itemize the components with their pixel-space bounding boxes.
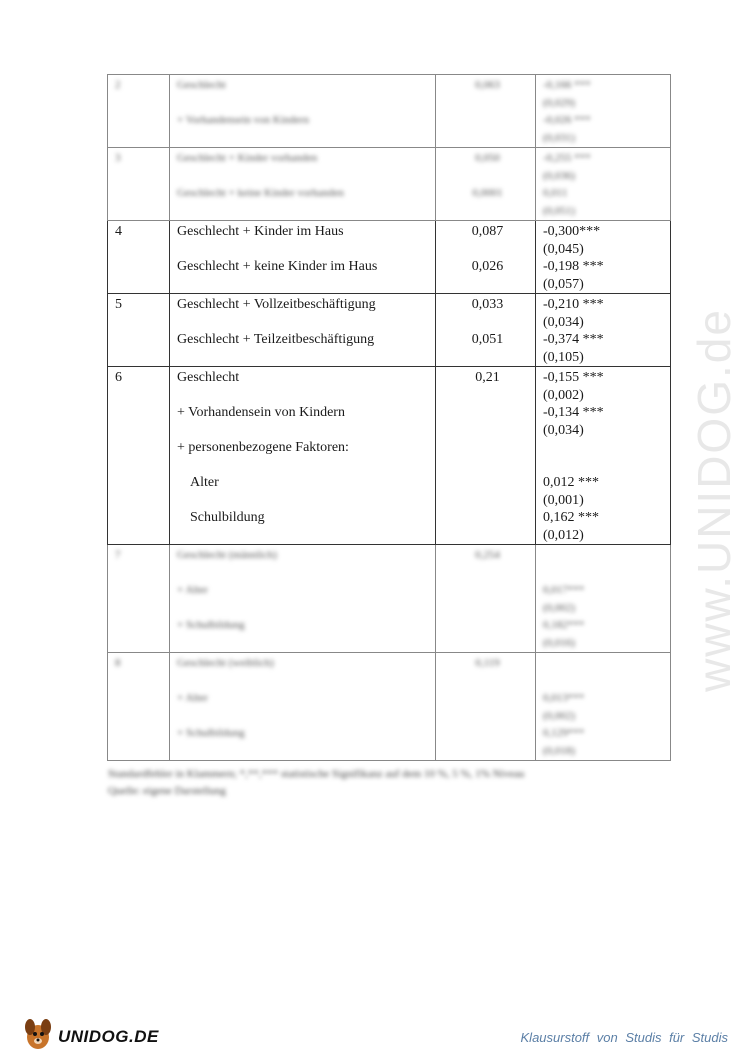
watermark: www.UNIDOG.de xyxy=(688,308,740,692)
standard-error-value: (0,002) xyxy=(543,601,576,614)
table-row xyxy=(108,545,671,653)
r-squared-value xyxy=(443,690,532,708)
r-squared-value: 0,087 xyxy=(471,224,504,239)
variables-cell xyxy=(170,294,436,367)
standard-error-value xyxy=(543,673,667,691)
r-squared-cell xyxy=(436,294,536,367)
coefficient-value: 0,012 *** xyxy=(543,475,599,490)
standard-error-value: (0,012) xyxy=(543,527,584,543)
standard-error-value: (0,002) xyxy=(543,709,576,722)
variable-label: + personenbezogene Faktoren: xyxy=(177,440,349,455)
variables-cell xyxy=(170,221,436,294)
standard-error-value xyxy=(543,457,667,475)
r-squared-value: 0,254 xyxy=(475,549,500,561)
variables-cell xyxy=(170,545,436,653)
model-number: 5 xyxy=(115,297,122,312)
standard-error-value: (0,034) xyxy=(543,314,584,330)
r-squared-value xyxy=(443,725,532,743)
r-squared-value: 0,050 xyxy=(475,152,500,164)
coefficient-value: -0,198 *** xyxy=(543,259,604,274)
standard-error-value xyxy=(543,565,667,583)
r-squared-value xyxy=(443,582,532,600)
standard-error-value: (0,105) xyxy=(543,349,584,365)
model-number: 6 xyxy=(115,370,122,385)
model-number-cell xyxy=(108,367,170,545)
r-squared-value: 0,0001 xyxy=(472,187,503,199)
model-number-cell xyxy=(108,545,170,653)
r-squared-value xyxy=(443,404,532,422)
footnote-source: Quelle: eigene Darstellung xyxy=(108,785,226,797)
standard-error-value: (0,029) xyxy=(543,96,576,109)
standard-error-value: (0,031) xyxy=(543,131,576,144)
coefficient-value: -0,374 *** xyxy=(543,332,604,347)
coefficient-value: 0,011 xyxy=(543,187,568,199)
coefficient-value: -0,210 *** xyxy=(543,297,604,312)
variable-label: Geschlecht (männlich) xyxy=(177,549,277,561)
coefficient-cell xyxy=(536,367,671,545)
coefficient-value: 0,017*** xyxy=(543,584,585,596)
coefficient-value: -0,155 *** xyxy=(543,370,604,385)
variable-label: Geschlecht + Kinder vorhanden xyxy=(177,152,318,164)
r-squared-value: 0,026 xyxy=(471,259,504,274)
variable-label: Geschlecht + Teilzeitbeschäftigung xyxy=(177,332,375,347)
variables-cell xyxy=(170,75,436,148)
model-number-cell xyxy=(108,221,170,294)
model-number: 8 xyxy=(115,657,121,669)
standard-error-value: (0,036) xyxy=(543,169,576,182)
standard-error-value: (0,057) xyxy=(543,276,584,292)
r-squared-value xyxy=(443,474,532,492)
table-row xyxy=(108,653,671,761)
r-squared-cell xyxy=(436,148,536,221)
standard-error-value: (0,045) xyxy=(543,241,584,257)
r-squared-value: 0,21 xyxy=(475,370,500,385)
variable-label: Geschlecht + keine Kinder im Haus xyxy=(177,259,378,274)
standard-error-value: (0,001) xyxy=(543,492,584,508)
table-row xyxy=(108,367,671,545)
footer-slogan: Klausurstoff von Studis für Studis xyxy=(520,1030,728,1045)
variable-label: Geschlecht xyxy=(177,370,240,385)
variable-label: + Schulbildung xyxy=(177,619,245,631)
coefficient-value: -0,300*** xyxy=(543,224,601,239)
r-squared-cell xyxy=(436,653,536,761)
coefficient-value xyxy=(543,655,667,673)
standard-error-value: (0,051) xyxy=(543,204,576,217)
variable-label: + Vorhandensein von Kindern xyxy=(177,114,309,126)
coefficient-value xyxy=(543,439,667,457)
table-row xyxy=(108,148,671,221)
variable-label: Schulbildung xyxy=(190,510,265,525)
model-number-cell xyxy=(108,148,170,221)
coefficient-cell xyxy=(536,653,671,761)
coefficient-cell xyxy=(536,148,671,221)
variables-cell xyxy=(170,653,436,761)
table-footnote xyxy=(108,766,524,800)
model-number-cell xyxy=(108,294,170,367)
variable-label: Geschlecht xyxy=(177,79,226,91)
standard-error-value: (0,018) xyxy=(543,744,576,757)
variable-label: Alter xyxy=(190,475,219,490)
r-squared-value: 0,033 xyxy=(471,297,504,312)
standard-error-value: (0,016) xyxy=(543,636,576,649)
footnote-significance: Standardfehler in Klammern; *,**,*** statistische Signifikanz auf dem 10 %, 5 %, 1% Niveau xyxy=(108,768,525,780)
variables-cell xyxy=(170,148,436,221)
variable-label: Geschlecht + Vollzeitbeschäftigung xyxy=(177,297,376,312)
coefficient-value: 0,129*** xyxy=(543,727,585,739)
coefficient-value: -0,026 *** xyxy=(543,114,591,126)
coefficient-value: 0,162 *** xyxy=(543,510,599,525)
variable-label: + Vorhandensein von Kindern xyxy=(177,405,345,420)
coefficient-cell xyxy=(536,545,671,653)
variable-label: + Alter xyxy=(177,692,208,704)
logo-text[interactable]: UNIDOG.DE xyxy=(58,1027,159,1046)
r-squared-cell xyxy=(436,367,536,545)
variables-cell xyxy=(170,367,436,545)
regression-table-container xyxy=(107,74,670,761)
table-row xyxy=(108,75,671,148)
model-number: 7 xyxy=(115,549,121,561)
coefficient-value: 0,182*** xyxy=(543,619,585,631)
model-number: 3 xyxy=(115,152,121,164)
table-row xyxy=(108,294,671,367)
coefficient-cell xyxy=(536,221,671,294)
r-squared-value xyxy=(443,439,532,457)
coefficient-value xyxy=(543,547,667,565)
variable-label: Geschlecht (weiblich) xyxy=(177,657,274,669)
r-squared-value xyxy=(443,112,532,130)
coefficient-cell xyxy=(536,75,671,148)
regression-table xyxy=(107,74,671,761)
table-row xyxy=(108,221,671,294)
r-squared-value xyxy=(443,617,532,635)
variable-label: Geschlecht + Kinder im Haus xyxy=(177,224,344,239)
standard-error-value: (0,034) xyxy=(543,422,584,438)
r-squared-cell xyxy=(436,221,536,294)
coefficient-value: -0,166 *** xyxy=(543,79,591,91)
r-squared-cell xyxy=(436,545,536,653)
regression-table-body xyxy=(108,75,671,761)
variable-label: + Schulbildung xyxy=(177,727,245,739)
r-squared-cell xyxy=(436,75,536,148)
model-number: 2 xyxy=(115,79,121,91)
r-squared-value: 0,063 xyxy=(475,79,500,91)
standard-error-value: (0,002) xyxy=(543,387,584,403)
coefficient-cell xyxy=(536,294,671,367)
coefficient-value: -0,255 *** xyxy=(543,152,591,164)
variable-label: Geschlecht + keine Kinder vorhanden xyxy=(177,187,344,199)
variable-label: + Alter xyxy=(177,584,208,596)
model-number-cell xyxy=(108,653,170,761)
r-squared-value xyxy=(443,509,532,527)
coefficient-value: 0,013*** xyxy=(543,692,585,704)
r-squared-value: 0,119 xyxy=(475,657,500,669)
model-number: 4 xyxy=(115,224,122,239)
coefficient-value: -0,134 *** xyxy=(543,405,604,420)
model-number-cell xyxy=(108,75,170,148)
r-squared-value: 0,051 xyxy=(471,332,504,347)
